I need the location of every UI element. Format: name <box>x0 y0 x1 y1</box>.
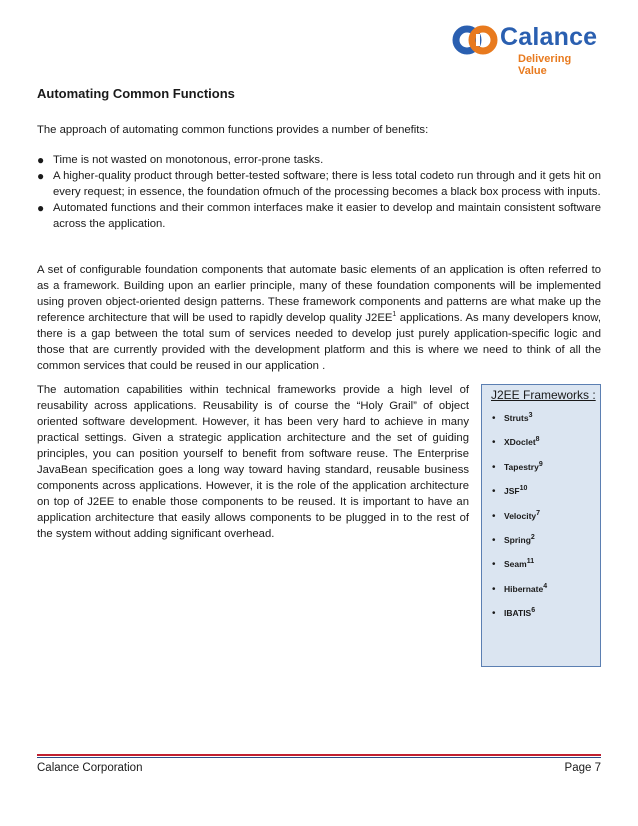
frameworks-sidebar <box>481 384 601 667</box>
footnote-ref: 8 <box>535 436 540 444</box>
framework-name: Seam <box>504 559 527 570</box>
footnote-ref: 4 <box>543 582 548 590</box>
framework-name: Hibernate <box>504 583 544 594</box>
intro-paragraph: The approach of automating common functions provides a number of benefits: <box>37 124 429 136</box>
footnote-ref: 11 <box>526 558 535 566</box>
automation-paragraph: The automation capabilities within technical frameworks provide a high level of reusability across applications. Reusability is of course the “Holy Grail” of object oriented software development. However, it has been very hard to achieve in many practical settings. Given a strategic application architecture and the set of guiding principles, you can position yourself to benefit from software reuse. The Enterprise JavaBean specification goes a long way toward having standard, reusable business components across applications. However, it is the role of the application architecture on top of J2EE to enable those components to be reused. It is important to have an application architecture that easily allows components to be plugged in to the rest of the system without adding significant overhead. <box>37 384 469 540</box>
framework-item <box>492 460 547 484</box>
framework-item <box>492 582 547 606</box>
bullet-icon: • <box>492 510 496 522</box>
framework-name: Spring <box>504 534 531 545</box>
frameworks-list <box>492 411 547 631</box>
framework-name: JSF <box>504 486 520 497</box>
list-item <box>37 200 601 232</box>
framework-name: Velocity <box>504 510 537 521</box>
footnote-ref: 7 <box>536 509 541 517</box>
bullet-icon: • <box>492 583 496 595</box>
bullet-icon: • <box>492 437 496 449</box>
footer-divider-red <box>37 754 601 756</box>
list-item-text: Automated functions and their common interfaces make it easier to develop and maintain consistent software across the application. <box>53 202 601 230</box>
framework-item <box>492 557 547 581</box>
list-item-text: A higher-quality product through better-tested software; there is less total codeto run through and it gets hit on every request; in essence, the foundation ofmuch of the processing becomes a black box process with inputs. <box>53 170 601 198</box>
framework-item <box>492 435 547 459</box>
framework-name: Struts <box>504 413 529 423</box>
list-item <box>37 152 601 168</box>
framework-item <box>492 509 547 533</box>
footnote-ref: 3 <box>528 412 533 420</box>
calance-logo-icon <box>452 24 498 56</box>
bullet-icon: • <box>492 608 496 620</box>
framework-name: IBATIS <box>504 608 532 619</box>
bullet-icon: ● <box>37 169 45 183</box>
company-logo <box>452 22 602 77</box>
logo-wordmark: Calance <box>500 23 598 51</box>
sidebar-title: J2EE Frameworks : <box>491 388 596 402</box>
bullet-icon: ● <box>37 201 45 215</box>
bullet-icon: • <box>492 461 496 473</box>
framework-paragraph <box>37 262 601 374</box>
footer-divider-blue <box>37 757 601 758</box>
footnote-ref: 2 <box>530 534 535 542</box>
section-heading: Automating Common Functions <box>37 86 235 101</box>
bullet-icon: • <box>492 559 496 571</box>
list-item-text: Time is not wasted on monotonous, error-prone tasks. <box>53 154 324 166</box>
list-item <box>37 168 601 200</box>
footnote-ref: 10 <box>519 485 528 493</box>
footer-company: Calance Corporation <box>37 762 143 774</box>
framework-item <box>492 484 547 508</box>
footnote-ref: 1 <box>392 311 397 319</box>
framework-name: XDoclet <box>504 437 536 448</box>
framework-name: Tapestry <box>504 461 539 472</box>
bullet-icon: • <box>492 486 496 498</box>
footnote-ref: 9 <box>538 460 543 468</box>
footer-page-number: Page 7 <box>564 762 601 774</box>
bullet-icon: ● <box>37 153 45 167</box>
paragraph-text: A set of configurable foundation components that automate basic elements of an application is often referred to as a framework. Building upon an earlier principle, many of these foundation components will be implemented using proven object-oriented design patterns. These framework components and patterns are what make up the reference architecture that will be used to rapidly develop quality J2EE <box>37 264 601 324</box>
bullet-icon: • <box>492 534 496 546</box>
logo-tagline: Delivering Value <box>518 53 572 77</box>
paragraph-text: applications. As many developers know, there is a gap between the total sum of services needed to develop just purely application-specific logic and those that are currently provided with the development platform and this is where we need to think of all the common services that could be reused in our application . <box>37 312 601 372</box>
framework-item <box>492 606 547 630</box>
bullet-icon: • <box>492 413 496 424</box>
framework-item <box>492 533 547 557</box>
framework-item <box>492 411 547 435</box>
benefits-list <box>37 152 601 232</box>
footnote-ref: 6 <box>531 607 536 615</box>
